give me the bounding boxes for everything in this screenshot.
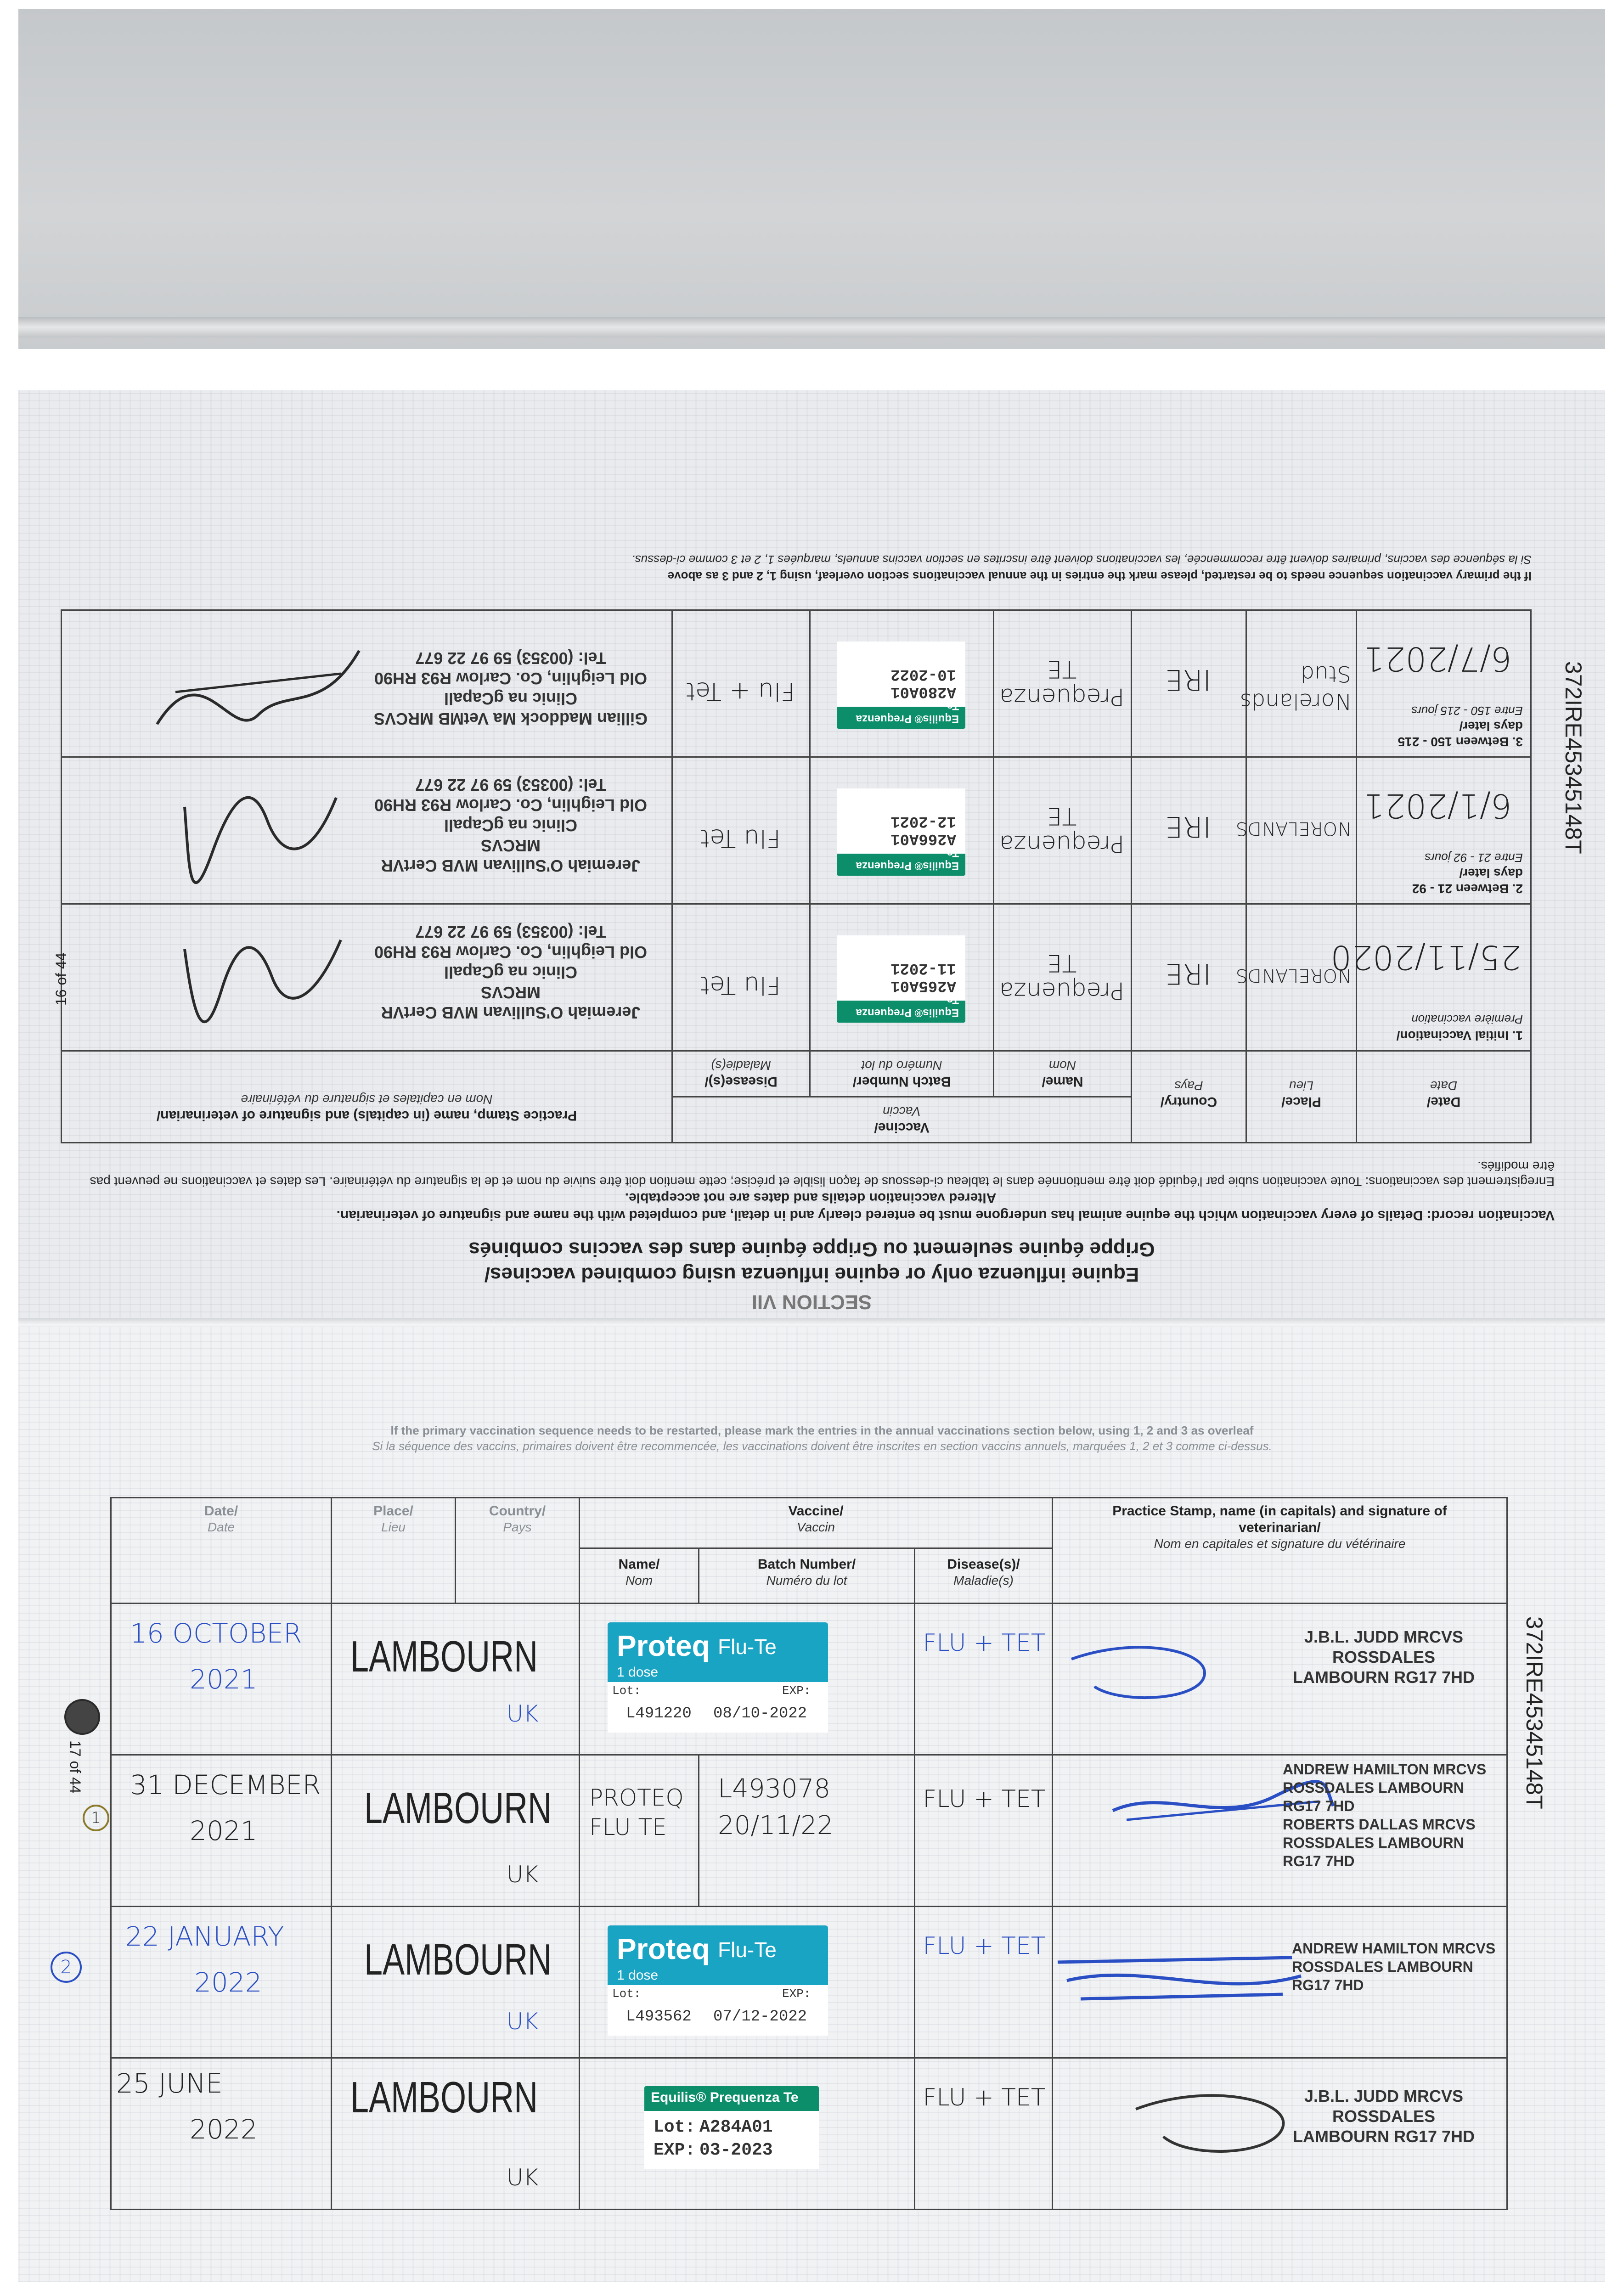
vaccination-place: LAMBOURN [350, 2073, 538, 2122]
page-footer-fr: Si la séquence des vaccins, primaires doivent être recommencée, les vaccinations doivent être inscrites en section vaccins annuels, marquées 1, 2 et 3 comme ci-dessus. [631, 553, 1532, 567]
disease-list: FLU + TET [923, 2084, 1046, 2111]
sticker-lot-area [644, 2111, 819, 2169]
equilis-sticker [644, 2086, 819, 2169]
annual-row-2 [111, 1755, 1507, 1907]
stamp-line: RG17 7HD [1292, 1977, 1364, 1993]
equilis-sticker [837, 935, 965, 1023]
equilis-sticker [837, 788, 965, 876]
header-disease: Disease(s)/ [704, 1074, 778, 1089]
page-title-fr: Grippe équine seulement ou Grippe équine dans des vaccins combinés [468, 1238, 1155, 1261]
vaccination-place: NORELANDS [1235, 965, 1351, 986]
row-label-fr: Entre 150 - 215 jours [1411, 704, 1523, 718]
vaccine-name: Prequenza TE [999, 802, 1125, 857]
sticker-brand: Equilis® Prequenza [856, 1007, 959, 1019]
sticker-dose: 1 dose [617, 1968, 659, 1983]
restart-mark-1: 1 [83, 1805, 109, 1831]
header-vaccine: Vaccine/ [788, 1503, 844, 1519]
vaccination-year: 2022 [190, 2114, 258, 2145]
vaccination-country: UK [507, 1700, 539, 1727]
header-date-fr: Date [1430, 1079, 1458, 1093]
header-disease-fr: Maladie(s) [953, 1573, 1014, 1587]
header-place: Place/ [373, 1503, 413, 1519]
header-stamp-fr: Nom en capitales et signature du vétérinaire [241, 1092, 493, 1107]
sticker-exp: 03-2023 [699, 2140, 773, 2160]
clinic-address: Old Leighlin, Co. Carlow R93 RH90 [374, 669, 648, 688]
clinic-tel: Tel: (00353) 59 97 22 677 [415, 649, 606, 668]
sticker-lot-area [837, 642, 965, 707]
clinic-name: Clinic na gCapall [444, 963, 578, 982]
horse-id: 372IRE45345148T [1522, 1616, 1547, 1809]
vet-name: Jeremiah O'Sullivan MVB CertVR MRCVS [381, 983, 641, 1022]
sticker-brand: Equilis® Prequenza [856, 860, 959, 872]
clinic-name: Clinic na gCapall [444, 816, 578, 835]
sticker-exp: 11-2021 [890, 959, 956, 977]
header-batch: Batch Number/ [757, 1557, 856, 1572]
vaccination-country: UK [507, 2008, 539, 2035]
vaccination-date: 6/7/2021 [1363, 640, 1512, 678]
stamp-line: RG17 7HD [1283, 1798, 1355, 1814]
vaccination-place: LAMBOURN [350, 1632, 538, 1681]
disease-list: FLU + TET [923, 1932, 1046, 1960]
sticker-exp: 08/10-2022 [713, 1705, 807, 1722]
sticker-brand: Equilis® Prequenza Te [651, 2090, 799, 2105]
disease-list: FLU + TET [923, 1629, 1046, 1657]
stamp-line: ROBERTS DALLAS MRCVS [1283, 1816, 1476, 1833]
annual-row-4 [111, 2058, 1507, 2210]
stamp-line: LAMBOURN RG17 7HD [1292, 1668, 1475, 1687]
page-16-rotated-content [18, 390, 1605, 1327]
annual-vaccination-table [110, 1497, 1508, 2210]
row-label: 2. Between 21 - 92 [1412, 882, 1523, 896]
header-name-fr: Nom [625, 1573, 653, 1587]
vet-signature [1053, 1935, 1310, 2026]
sticker-lot-area [608, 1985, 828, 2036]
record-intro-en2: Altered vaccination details and dates are not acceptable. [625, 1190, 997, 1205]
vaccination-place: Norelands Stud [1240, 661, 1351, 714]
vet-signature [148, 623, 368, 743]
stamp-line: ANDREW HAMILTON MRCVS [1292, 1940, 1496, 1957]
proteq-sticker [608, 1925, 828, 2036]
vaccine-name: PROTEQ FLU TE [589, 1784, 684, 1840]
primary-row-3 [62, 610, 1531, 757]
sticker-lot: L491220 [626, 1705, 692, 1722]
header-vaccine-fr: Vaccin [883, 1104, 921, 1119]
header-stamp-fr: Nom en capitales et signature du vétérinaire [1154, 1536, 1406, 1551]
vaccination-place: NORELANDS [1235, 818, 1351, 839]
sticker-lot-label: Lot: [612, 1684, 641, 1698]
vet-stamp [1274, 2086, 1494, 2147]
restart-mark-2: 2 [51, 1952, 82, 1983]
vaccination-date: 16 OCTOBER [130, 1618, 302, 1649]
sticker-exp: 10-2022 [890, 665, 956, 683]
header-date-fr: Date [207, 1520, 235, 1534]
vet-signature [1067, 1632, 1251, 1723]
page-number: 17 of 44 [67, 1740, 84, 1794]
vaccination-date: 22 JANUARY [125, 1921, 284, 1952]
vaccination-country: IRE [1165, 957, 1212, 990]
passport-page-17 [18, 1327, 1605, 2282]
stamp-line: ROSSDALES LAMBOURN [1292, 1958, 1473, 1975]
clinic-address: Old Leighlin, Co. Carlow R93 RH90 [374, 796, 648, 815]
clinic-name: Clinic na gCapall [444, 689, 578, 708]
vaccination-country: UK [507, 1861, 539, 1888]
primary-vaccination-table [61, 609, 1532, 1143]
intro-fr: Si la séquence des vaccins, primaires doivent être recommencée, les vaccinations doivent être inscrites en section vaccins annuels, marquées 1, 2 et 3 comme ci-dessus. [372, 1439, 1272, 1453]
vet-stamp [368, 922, 653, 1023]
vet-stamp [368, 648, 653, 729]
vaccination-place: LAMBOURN [364, 1935, 552, 1984]
sticker-exp-label: EXP: [782, 1987, 811, 2001]
primary-row-1 [62, 904, 1531, 1051]
record-intro-en: Vaccination record: Details of every vaccination which the equine animal has undergone must be entered clearly and in detail, and completed with the name and signature of veterinarian. [336, 1208, 1555, 1223]
intro-en: If the primary vaccination sequence needs to be restarted, please mark the entries in the annual vaccinations section below, using 1, 2 and 3 as overleaf [390, 1424, 1254, 1437]
disease-list: Flu Tet [700, 971, 781, 1000]
header-batch: Batch Number/ [852, 1074, 951, 1089]
sticker-brand: Equilis® Prequenza [856, 713, 959, 725]
header-place-fr: Lieu [1289, 1079, 1313, 1093]
vaccination-year: 2021 [190, 1815, 258, 1846]
vaccination-country: IRE [1165, 810, 1212, 844]
vet-stamp [1283, 1760, 1503, 1870]
sticker-dose: 1 dose [617, 1665, 659, 1680]
scanner-lid [18, 9, 1605, 349]
header-name: Name/ [618, 1557, 660, 1572]
sticker-lot: A265A01 [890, 977, 956, 994]
vaccine-name: Prequenza TE [999, 949, 1125, 1004]
sticker-lot: A284A01 [699, 2117, 773, 2137]
sticker-lot-area [608, 1682, 828, 1733]
sticker-brand: Proteq [617, 1932, 710, 1965]
sticker-lot-area [837, 788, 965, 854]
header-place: Place/ [1281, 1094, 1321, 1109]
header-place-fr: Lieu [381, 1520, 406, 1534]
vaccination-year: 2021 [190, 1664, 258, 1695]
primary-row-2 [62, 757, 1531, 904]
sticker-brand: Proteq [617, 1629, 710, 1662]
vaccine-name: Prequenza TE [999, 655, 1125, 710]
disease-list: FLU + TET [923, 1785, 1046, 1813]
stamp-line: J.B.L. JUDD MRCVS [1304, 1627, 1464, 1646]
sticker-exp: 07/12-2022 [713, 2008, 807, 2026]
vet-stamp [1292, 1939, 1503, 1994]
row-label: 3. Between 150 - 215 [1398, 735, 1523, 749]
clinic-tel: Tel: (00353) 59 97 22 677 [415, 923, 606, 941]
clinic-address: Old Leighlin, Co. Carlow R93 RH90 [374, 943, 648, 962]
header-stamp: Practice Stamp, name (in capitals) and signature of veterinarian/ [1112, 1503, 1447, 1535]
vaccination-date: 31 DECEMBER [130, 1769, 321, 1801]
vet-stamp [1274, 1627, 1494, 1688]
batch-expiry: 20/11/22 [718, 1811, 834, 1840]
row-label-fr: Entre 21 - 92 jours [1425, 851, 1523, 865]
row-label: 1. Initial Vaccination/ [1396, 1029, 1523, 1043]
stamp-line: ROSSDALES [1332, 1648, 1436, 1666]
sticker-lot: A266A01 [890, 830, 956, 847]
header-country-fr: Pays [1174, 1079, 1203, 1093]
sticker-lot-area [837, 935, 965, 1001]
vet-signature [175, 922, 350, 1032]
header-name-fr: Nom [1048, 1058, 1076, 1073]
header-vaccine-fr: Vaccin [796, 1520, 835, 1534]
stamp-line: ROSSDALES LAMBOURN [1283, 1835, 1464, 1851]
header-vaccine: Vaccine/ [874, 1120, 930, 1135]
row-label-fr: Première vaccination [1411, 1013, 1523, 1026]
stamp-line: RG17 7HD [1283, 1853, 1355, 1869]
header-stamp: Practice Stamp, name (in capitals) and signature of veterinarian/ [156, 1108, 577, 1123]
row-label-2: days later/ [1459, 719, 1523, 733]
page-number: 16 of 44 [53, 952, 69, 1006]
header-disease: Disease(s)/ [947, 1557, 1020, 1572]
vet-signature [175, 775, 350, 885]
sticker-lot: A280A01 [890, 683, 956, 700]
header-name: Name/ [1042, 1074, 1083, 1089]
equilis-sticker [837, 642, 965, 729]
vet-name: Gillian Maddock Ma VetMB MRCVS [373, 709, 648, 728]
page-title-en: Equine influenza only or equine influenza using combined vaccines/ [484, 1263, 1139, 1286]
sticker-exp-label: EXP: [782, 1684, 811, 1698]
sticker-lot-label: Lot: [654, 2117, 696, 2137]
page-footer-en: If the primary vaccination sequence needs to be restarted, please mark the entries in the annual vaccinations section overleaf, using 1, 2 and 3 as above [667, 569, 1532, 583]
vaccination-country: IRE [1165, 663, 1212, 697]
sticker-exp: 12-2021 [890, 812, 956, 830]
stamp-line: J.B.L. JUDD MRCVS [1304, 2087, 1464, 2105]
header-country: Country/ [489, 1503, 546, 1519]
header-batch-fr: Numéro du lot [766, 1573, 847, 1587]
section-heading: SECTION VII [751, 1291, 872, 1313]
margin-scribble [64, 1699, 100, 1735]
disease-list: Flu Tet [700, 824, 781, 853]
sticker-product: Flu-Te [718, 1938, 777, 1962]
clinic-tel: Tel: (00353) 59 97 22 677 [415, 776, 606, 794]
disease-list: Flu + Tet [685, 677, 795, 706]
vaccination-place: LAMBOURN [364, 1784, 552, 1833]
horse-id: 372IRE45345148T [1561, 661, 1586, 854]
stamp-line: ANDREW HAMILTON MRCVS [1283, 1761, 1487, 1778]
sticker-exp-label: EXP: [654, 2140, 696, 2160]
vaccination-date: 6/1/2021 [1363, 787, 1512, 825]
vet-name: Jeremiah O'Sullivan MVB CertVR MRCVS [381, 836, 641, 875]
record-intro-fr: Enregistrement des vaccinations: Toute vaccination subie par l'équidé doit être mentionnée dans le tableau ci-dessous de façon lisible et précise; cette mention doit être suivie du nom et de la signature du vétérinaire. Les dates et vaccinations ne peuvent pas être modifiés. [90, 1159, 1555, 1189]
vaccination-year: 2022 [194, 1967, 262, 1998]
header-date: Date/ [204, 1503, 238, 1519]
header-batch-fr: Numéro du lot [861, 1058, 942, 1073]
vaccination-date: 25/11/2020 [1330, 938, 1521, 977]
vaccination-country: UK [507, 2164, 539, 2191]
stamp-line: LAMBOURN RG17 7HD [1292, 2127, 1475, 2146]
sticker-lot-label: Lot: [612, 1987, 641, 2001]
header-date: Date/ [1426, 1094, 1461, 1109]
vet-stamp [368, 775, 653, 876]
sticker-lot: L493562 [626, 2008, 692, 2026]
vaccination-date: 25 JUNE [116, 2068, 223, 2099]
passport-page-16 [18, 390, 1605, 1327]
header-disease-fr: Maladie(s) [711, 1058, 771, 1073]
header-country-fr: Pays [503, 1520, 532, 1534]
proteq-sticker [608, 1622, 828, 1733]
row-label-2: days later/ [1459, 866, 1523, 880]
annual-row-1 [111, 1604, 1507, 1755]
stamp-line: ROSSDALES [1332, 2107, 1436, 2126]
batch-number: L493078 [718, 1774, 830, 1804]
annual-row-3 [111, 1907, 1507, 2058]
sticker-product: Flu-Te [718, 1635, 777, 1659]
header-country: Country/ [1160, 1094, 1217, 1109]
scanner-lid-edge [18, 317, 1605, 338]
stamp-line: ROSSDALES LAMBOURN [1283, 1779, 1464, 1796]
